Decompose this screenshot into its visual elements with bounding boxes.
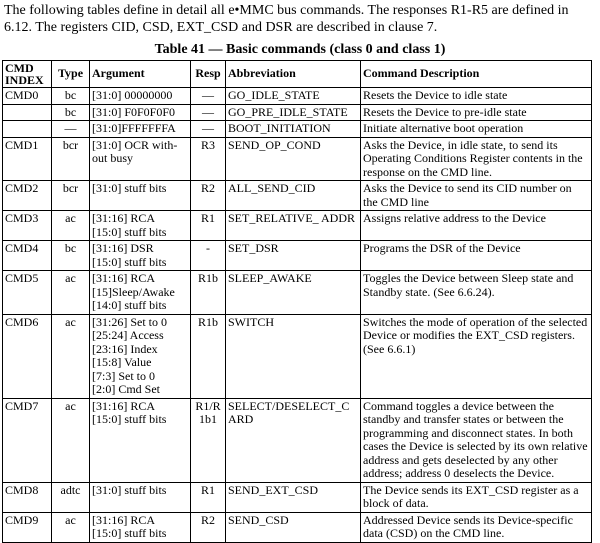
cell-cmd-index bbox=[3, 104, 52, 121]
argument-line: [15:0] stuff bits bbox=[92, 526, 167, 540]
table-row bbox=[3, 241, 592, 271]
header-cmd-index bbox=[3, 61, 52, 88]
cell-argument bbox=[90, 88, 191, 105]
argument-line: [14:0] stuff bits bbox=[92, 298, 167, 312]
cell-abbreviation: BOOT_INITIATION bbox=[226, 121, 361, 138]
cell-resp: R1 bbox=[191, 482, 226, 512]
cell-argument bbox=[90, 271, 191, 315]
argument-line: [15]Sleep/Awake bbox=[92, 284, 175, 299]
cell-cmd-index bbox=[3, 121, 52, 138]
cell-type: bc bbox=[52, 104, 90, 121]
cell-cmd-index: CMD5 bbox=[3, 271, 52, 315]
header-cmd-line1: CMD bbox=[5, 61, 34, 75]
argument-line: [15:0] stuff bits bbox=[92, 224, 167, 239]
cell-description: Switches the mode of operation of the selected Device or modifies the EXT_CSD registers. (See 6.6.1) bbox=[361, 314, 592, 398]
cell-cmd-index: CMD1 bbox=[3, 137, 52, 181]
cell-resp: R2 bbox=[191, 181, 226, 211]
table-row bbox=[3, 398, 592, 482]
cell-resp: R1b bbox=[191, 314, 226, 398]
cell-type: adtc bbox=[52, 482, 90, 512]
cell-resp: — bbox=[191, 88, 226, 105]
cell-abbreviation: SWITCH bbox=[226, 314, 361, 398]
table-row bbox=[3, 512, 592, 542]
cell-type: bcr bbox=[52, 181, 90, 211]
cell-description: Resets the Device to pre-idle state bbox=[361, 104, 592, 121]
argument-line: [31:16] RCA bbox=[92, 211, 155, 225]
argument-line: [31:16] RCA bbox=[92, 398, 155, 413]
cell-resp: R1/R 1b1 bbox=[191, 398, 226, 482]
argument-line: out busy bbox=[92, 151, 134, 165]
argument-line: [25:24] Access bbox=[92, 328, 164, 342]
cell-description: Programs the DSR of the Device bbox=[361, 241, 592, 271]
cell-abbreviation: SELECT/DESELECT_C ARD bbox=[226, 398, 361, 482]
table-row bbox=[3, 88, 592, 105]
cell-resp: — bbox=[191, 121, 226, 138]
cell-cmd-index: CMD2 bbox=[3, 181, 52, 211]
document-page bbox=[0, 2, 600, 543]
table-body bbox=[3, 88, 592, 543]
cell-argument bbox=[90, 314, 191, 398]
cell-abbreviation: SEND_CSD bbox=[226, 512, 361, 542]
cell-description: Asks the Device to send its CID number on the CMD line bbox=[361, 181, 592, 211]
cell-resp: R3 bbox=[191, 137, 226, 181]
intro-line-2: 6.12. The registers CID, CSD, EXT_CSD and DSR are described in clause 7. bbox=[4, 20, 438, 35]
cell-abbreviation: GO_IDLE_STATE bbox=[226, 88, 361, 105]
cell-cmd-index: CMD0 bbox=[3, 88, 52, 105]
cell-abbreviation: SET_RELATIVE_ ADDR bbox=[226, 211, 361, 241]
cell-cmd-index: CMD4 bbox=[3, 241, 52, 271]
table-row bbox=[3, 482, 592, 512]
cell-cmd-index: CMD9 bbox=[3, 512, 52, 542]
cell-description: Initiate alternative boot operation bbox=[361, 121, 592, 138]
argument-line: [31:16] RCA bbox=[92, 512, 155, 527]
argument-line: [31:0] 00000000 bbox=[92, 88, 173, 102]
cell-type: ac bbox=[52, 314, 90, 398]
cell-resp: R1 bbox=[191, 211, 226, 241]
cell-abbreviation: GO_PRE_IDLE_STATE bbox=[226, 104, 361, 121]
cell-abbreviation: SLEEP_AWAKE bbox=[226, 271, 361, 315]
cell-argument bbox=[90, 398, 191, 482]
argument-line: [23:16] Index bbox=[92, 341, 158, 356]
cell-description: Assigns relative address to the Device bbox=[361, 211, 592, 241]
table-row bbox=[3, 271, 592, 315]
argument-line: [2:0] Cmd Set bbox=[92, 382, 160, 396]
cell-argument bbox=[90, 181, 191, 211]
header-description: Command Description bbox=[361, 61, 592, 88]
intro-line-1: The following tables define in detail all e•MMC bus commands. The responses R1-R5 are defined in bbox=[4, 3, 569, 18]
header-type: Type bbox=[52, 61, 90, 88]
cell-description: Command toggles a device between the standby and transfer states or between the programming and disconnect states. In both cases the Device is selected by its own relative address and gets deselected by any other address; address 0 deselects the Device. bbox=[361, 398, 592, 482]
cell-type: bcr bbox=[52, 137, 90, 181]
argument-line: [31:0] F0F0F0F0 bbox=[92, 104, 176, 119]
argument-line: [31:16] RCA bbox=[92, 271, 155, 285]
cell-argument bbox=[90, 241, 191, 271]
table-row bbox=[3, 314, 592, 398]
cell-argument bbox=[90, 211, 191, 241]
basic-commands-table bbox=[2, 60, 592, 543]
header-abbreviation: Abbreviation bbox=[226, 61, 361, 88]
table-row bbox=[3, 121, 592, 138]
cell-abbreviation: SET_DSR bbox=[226, 241, 361, 271]
argument-line: [31:0] OCR with- bbox=[92, 137, 178, 152]
cell-abbreviation: SEND_EXT_CSD bbox=[226, 482, 361, 512]
cell-type: ac bbox=[52, 211, 90, 241]
table-row bbox=[3, 137, 592, 181]
cell-cmd-index: CMD7 bbox=[3, 398, 52, 482]
cell-cmd-index: CMD6 bbox=[3, 314, 52, 398]
argument-line: [31:26] Set to 0 bbox=[92, 314, 167, 329]
table-row bbox=[3, 181, 592, 211]
table-row bbox=[3, 104, 592, 121]
cell-type: — bbox=[52, 121, 90, 138]
cell-argument bbox=[90, 137, 191, 181]
argument-line: [31:0]FFFFFFFA bbox=[92, 121, 176, 135]
cell-description: Addressed Device sends its Device-specific data (CSD) on the CMD line. bbox=[361, 512, 592, 542]
cell-argument bbox=[90, 482, 191, 512]
intro-paragraph bbox=[4, 2, 596, 36]
argument-line: [7:3] Set to 0 bbox=[92, 368, 155, 383]
cell-resp: - bbox=[191, 241, 226, 271]
cell-resp: — bbox=[191, 104, 226, 121]
table-row bbox=[3, 211, 592, 241]
cell-description: The Device sends its EXT_CSD register as a block of data. bbox=[361, 482, 592, 512]
header-resp: Resp bbox=[191, 61, 226, 88]
cell-description: Resets the Device to idle state bbox=[361, 88, 592, 105]
cell-resp: R2 bbox=[191, 512, 226, 542]
table-header-row bbox=[3, 61, 592, 88]
cell-type: bc bbox=[52, 241, 90, 271]
cell-description: Asks the Device, in idle state, to send its Operating Conditions Register contents in the response on the CMD line. bbox=[361, 137, 592, 181]
cell-argument bbox=[90, 121, 191, 138]
cell-cmd-index: CMD8 bbox=[3, 482, 52, 512]
argument-line: [15:8] Value bbox=[92, 355, 152, 369]
cell-argument bbox=[90, 104, 191, 121]
cell-abbreviation: SEND_OP_COND bbox=[226, 137, 361, 181]
table-caption: Table 41 — Basic commands (class 0 and class 1) bbox=[154, 42, 446, 57]
cell-description: Toggles the Device between Sleep state and Standby state. (See 6.6.24). bbox=[361, 271, 592, 315]
argument-line: [15:0] stuff bits bbox=[92, 412, 167, 426]
header-argument: Argument bbox=[90, 61, 191, 88]
cell-type: bc bbox=[52, 88, 90, 105]
header-cmd-line2: INDEX bbox=[5, 73, 44, 87]
cell-argument bbox=[90, 512, 191, 542]
cell-type: ac bbox=[52, 398, 90, 482]
cell-resp: R1b bbox=[191, 271, 226, 315]
argument-line: [31:0] stuff bits bbox=[92, 181, 167, 195]
argument-line: [15:0] stuff bits bbox=[92, 254, 167, 269]
cell-cmd-index: CMD3 bbox=[3, 211, 52, 241]
cell-abbreviation: ALL_SEND_CID bbox=[226, 181, 361, 211]
argument-line: [31:0] stuff bits bbox=[92, 482, 167, 497]
cell-type: ac bbox=[52, 271, 90, 315]
argument-line: [31:16] DSR bbox=[92, 241, 154, 255]
cell-type: ac bbox=[52, 512, 90, 542]
